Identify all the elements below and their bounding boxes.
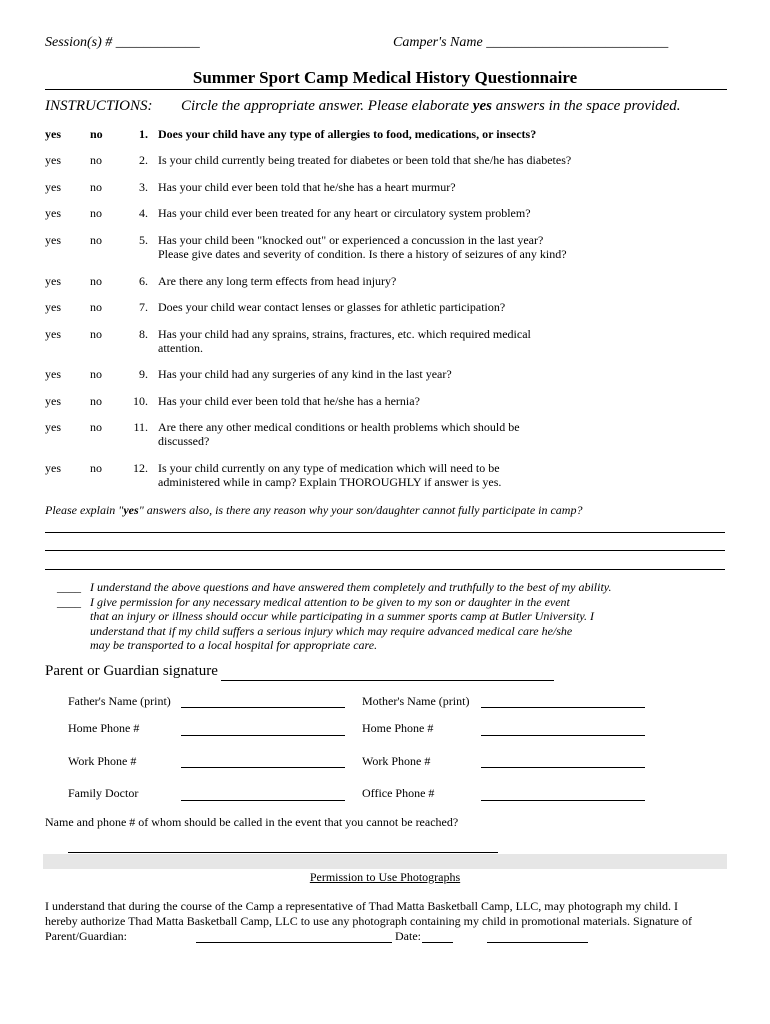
question-text <box>158 206 728 220</box>
answer-yes-option[interactable]: yes <box>45 153 61 167</box>
explain-bold: yes <box>123 503 139 517</box>
ack-permission-blank[interactable]: ____ <box>57 595 81 609</box>
photo-permission-text-2: hereby authorize Thad Matta Basketball Camp, LLC to use any photograph containing my child in promotional materials. Signature of <box>45 914 692 928</box>
question-number: 2. <box>139 153 148 167</box>
question-number: 9. <box>139 367 148 381</box>
ack-permission-text-2: that an injury or illness should occur while participating in a summer sports camp at Butler University. I <box>90 609 594 623</box>
question-text <box>158 394 728 408</box>
question-text <box>158 274 728 288</box>
instructions-text-before: Circle the appropriate answer. Please elaborate <box>181 98 473 114</box>
question-number: 1. <box>139 127 148 141</box>
question-text-line: Is your child currently on any type of medication which will need to be <box>158 461 500 475</box>
photo-permission-heading <box>0 870 770 885</box>
office-phone-label: Office Phone # <box>362 786 435 800</box>
answer-no-option[interactable]: no <box>90 461 102 475</box>
question-text <box>158 420 728 448</box>
answer-no-option[interactable]: no <box>90 206 102 220</box>
photo-permission-heading-text: Permission to Use Photographs <box>309 870 461 884</box>
mothers-name-label: Mother's Name (print) <box>362 694 470 708</box>
answer-no-option[interactable]: no <box>90 420 102 434</box>
fathers-name-label: Father's Name (print) <box>68 694 171 708</box>
answer-yes-option[interactable]: yes <box>45 180 61 194</box>
instructions-text-bold: yes <box>472 98 492 114</box>
answer-yes-option[interactable]: yes <box>45 300 61 314</box>
home-phone-right-label: Home Phone # <box>362 721 434 735</box>
instructions-label: INSTRUCTIONS <box>45 98 148 114</box>
question-number: 5. <box>139 233 148 247</box>
question-text-line: Has your child ever been told that he/she has a heart murmur? <box>158 180 456 194</box>
question-number: 3. <box>139 180 148 194</box>
instructions-line <box>45 98 153 115</box>
home-phone-left-label: Home Phone # <box>68 721 140 735</box>
question-number: 8. <box>139 327 148 341</box>
answer-no-option[interactable]: no <box>90 300 102 314</box>
question-text-line: Has your child had any sprains, strains, fractures, etc. which required medical <box>158 327 531 341</box>
answer-yes-option[interactable]: yes <box>45 233 61 247</box>
explain-after: " answers also, is there any reason why your son/daughter cannot fully participate in camp? <box>138 503 583 517</box>
instructions-colon: : <box>147 98 153 114</box>
answer-no-option[interactable]: no <box>90 153 102 167</box>
answer-yes-option[interactable]: yes <box>45 420 61 434</box>
question-number: 7. <box>139 300 148 314</box>
family-doctor-line[interactable] <box>181 800 345 801</box>
work-phone-left-line[interactable] <box>181 767 345 768</box>
parent-signature-label: Parent or Guardian signature <box>45 663 218 679</box>
ack-understand-text: I understand the above questions and have answered them completely and truthfully to the best of my ability. <box>90 580 612 594</box>
question-number: 11. <box>133 420 148 434</box>
question-text-line: Does your child wear contact lenses or glasses for athletic participation? <box>158 300 506 314</box>
explain-before: Please explain " <box>45 503 124 517</box>
section-divider-band <box>43 854 727 869</box>
answer-no-option[interactable]: no <box>90 394 102 408</box>
answer-yes-option[interactable]: yes <box>45 327 61 341</box>
question-text <box>158 153 728 167</box>
explain-answer-line-2[interactable] <box>45 550 725 551</box>
work-phone-left-label: Work Phone # <box>68 754 137 768</box>
title-rule <box>45 89 727 90</box>
question-text <box>158 127 728 141</box>
question-text <box>158 461 728 489</box>
fathers-name-line[interactable] <box>181 707 345 708</box>
question-text-line: Are there any other medical conditions or health problems which should be <box>158 420 520 434</box>
home-phone-left-line[interactable] <box>181 735 345 736</box>
answer-no-option[interactable]: no <box>90 367 102 381</box>
parent-signature-line[interactable] <box>221 680 554 681</box>
question-text-line: attention. <box>158 341 203 355</box>
question-text-line: Has your child ever been treated for any heart or circulatory system problem? <box>158 206 531 220</box>
question-number: 12. <box>133 461 148 475</box>
question-text-line: Please give dates and severity of condition. Is there a history of seizures of any kind? <box>158 247 567 261</box>
explain-prompt <box>45 503 582 518</box>
question-text-line: administered while in camp? Explain THOROUGHLY if answer is yes. <box>158 475 502 489</box>
photo-date-line-2[interactable] <box>487 942 588 943</box>
home-phone-right-line[interactable] <box>481 735 645 736</box>
answer-no-option[interactable]: no <box>90 127 103 141</box>
question-text-line: discussed? <box>158 434 210 448</box>
instructions-text-after: answers in the space provided. <box>491 98 681 114</box>
office-phone-line[interactable] <box>481 800 645 801</box>
answer-yes-option[interactable]: yes <box>45 274 61 288</box>
answer-yes-option[interactable]: yes <box>45 206 61 220</box>
question-text-line: Are there any long term effects from head injury? <box>158 274 397 288</box>
question-text <box>158 367 728 381</box>
answer-no-option[interactable]: no <box>90 233 102 247</box>
explain-answer-line-1[interactable] <box>45 532 725 533</box>
camper-name-field-label: Camper's Name __________________________ <box>393 35 669 50</box>
emergency-contact-label: Name and phone # of whom should be called in the event that you cannot be reached? <box>45 815 459 829</box>
answer-yes-option[interactable]: yes <box>45 127 61 141</box>
page-title: Summer Sport Camp Medical History Questionnaire <box>192 68 578 87</box>
mothers-name-line[interactable] <box>481 707 645 708</box>
photo-signature-label: Parent/Guardian: <box>45 929 127 943</box>
explain-answer-line-3[interactable] <box>45 569 725 570</box>
question-text <box>158 327 728 355</box>
ack-permission-text-4: may be transported to a local hospital for appropriate care. <box>90 638 378 652</box>
answer-no-option[interactable]: no <box>90 327 102 341</box>
question-text-line: Does your child have any type of allergies to food, medications, or insects? <box>158 127 537 141</box>
instructions-text <box>181 98 681 115</box>
ack-permission-text-1: I give permission for any necessary medical attention to be given to my son or daughter in the event <box>90 595 570 609</box>
question-text <box>158 180 728 194</box>
session-field-label: Session(s) # ____________ <box>45 35 200 50</box>
question-text-line: Is your child currently being treated for diabetes or been told that she/he has diabetes? <box>158 153 572 167</box>
question-number: 6. <box>139 274 148 288</box>
question-text <box>158 300 728 314</box>
work-phone-right-line[interactable] <box>481 767 645 768</box>
question-text-line: Has your child ever been told that he/she has a hernia? <box>158 394 420 408</box>
answer-no-option[interactable]: no <box>90 274 102 288</box>
question-text-line: Has your child been "knocked out" or experienced a concussion in the last year? <box>158 233 544 247</box>
photo-date-label: Date: <box>395 929 421 943</box>
emergency-contact-line[interactable] <box>68 852 498 853</box>
question-number: 4. <box>139 206 148 220</box>
photo-permission-text-1: I understand that during the course of the Camp a representative of Thad Matta Basketball Camp, LLC, may photograph my child. I <box>45 899 678 913</box>
ack-permission-text-3: understand that if my child suffers a serious injury which may require advanced medical care he/she <box>90 624 573 638</box>
question-number: 10. <box>133 394 148 408</box>
answer-no-option[interactable]: no <box>90 180 102 194</box>
question-text <box>158 233 728 261</box>
question-text-line: Has your child had any surgeries of any kind in the last year? <box>158 367 452 381</box>
answer-yes-option[interactable]: yes <box>45 394 61 408</box>
family-doctor-label: Family Doctor <box>68 786 139 800</box>
photo-date-line-1[interactable] <box>422 942 453 943</box>
answer-yes-option[interactable]: yes <box>45 367 61 381</box>
photo-signature-line[interactable] <box>196 942 392 943</box>
ack-understand-blank[interactable]: ____ <box>57 580 81 594</box>
work-phone-right-label: Work Phone # <box>362 754 431 768</box>
answer-yes-option[interactable]: yes <box>45 461 61 475</box>
